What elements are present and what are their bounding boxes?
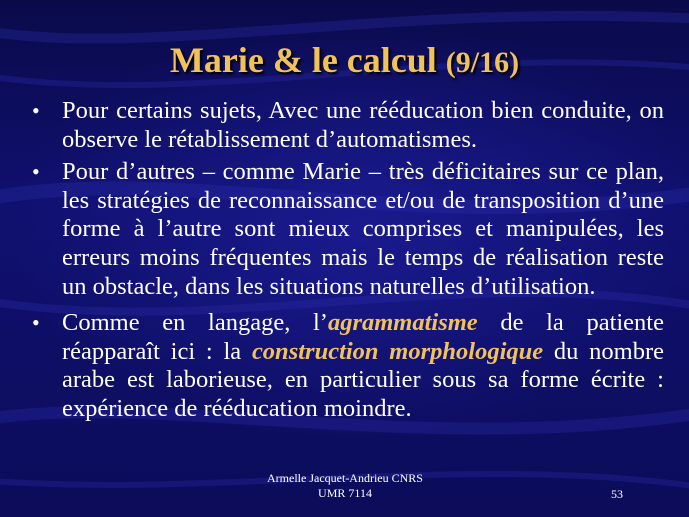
bullet-dot: •: [32, 310, 40, 336]
bullet-list: [30, 97, 664, 428]
emphasis-term: agrammatisme: [327, 309, 478, 337]
title-count: (9/16): [445, 46, 520, 79]
title-main: Marie & le calcul: [169, 40, 437, 80]
bullet-item: [30, 97, 664, 154]
emphasis-term: construction morphologique: [251, 337, 544, 365]
bullet-item: [30, 158, 664, 301]
bullet-dot: •: [32, 98, 40, 123]
page-number: 53: [611, 487, 623, 501]
bullet-item: [30, 309, 664, 423]
footer-unit: UMR 7114: [318, 486, 372, 500]
bullet-dot: •: [32, 159, 40, 185]
footer-author: Armelle Jacquet-Andrieu CNRS: [267, 471, 423, 485]
bullet-text-part: du nombre arabe est laborieuse, en particulier sous sa forme écrite : expérience de rééducation moindre.: [62, 337, 664, 422]
bullet-text-part: Comme en langage, l’: [62, 309, 328, 337]
bullet-text: Pour certains sujets, Avec une rééducation bien conduite, on observe le rétablissement d’automatismes.: [62, 97, 664, 153]
bullet-text: Pour d’autres – comme Marie – très déficitaires sur ce plan, les stratégies de reconnaissance et/ou de transposition d’une forme à l’autre sont mieux comprises et manipulées, les erreurs moins fréquentes mais le temps de réalisation reste un obstacle, dans les situations naturelles d’utilisation.: [62, 158, 664, 300]
bullet-text-part: de la patiente réapparaît ici : la: [62, 309, 664, 365]
slide-title: [0, 38, 689, 85]
footer: [240, 471, 450, 501]
